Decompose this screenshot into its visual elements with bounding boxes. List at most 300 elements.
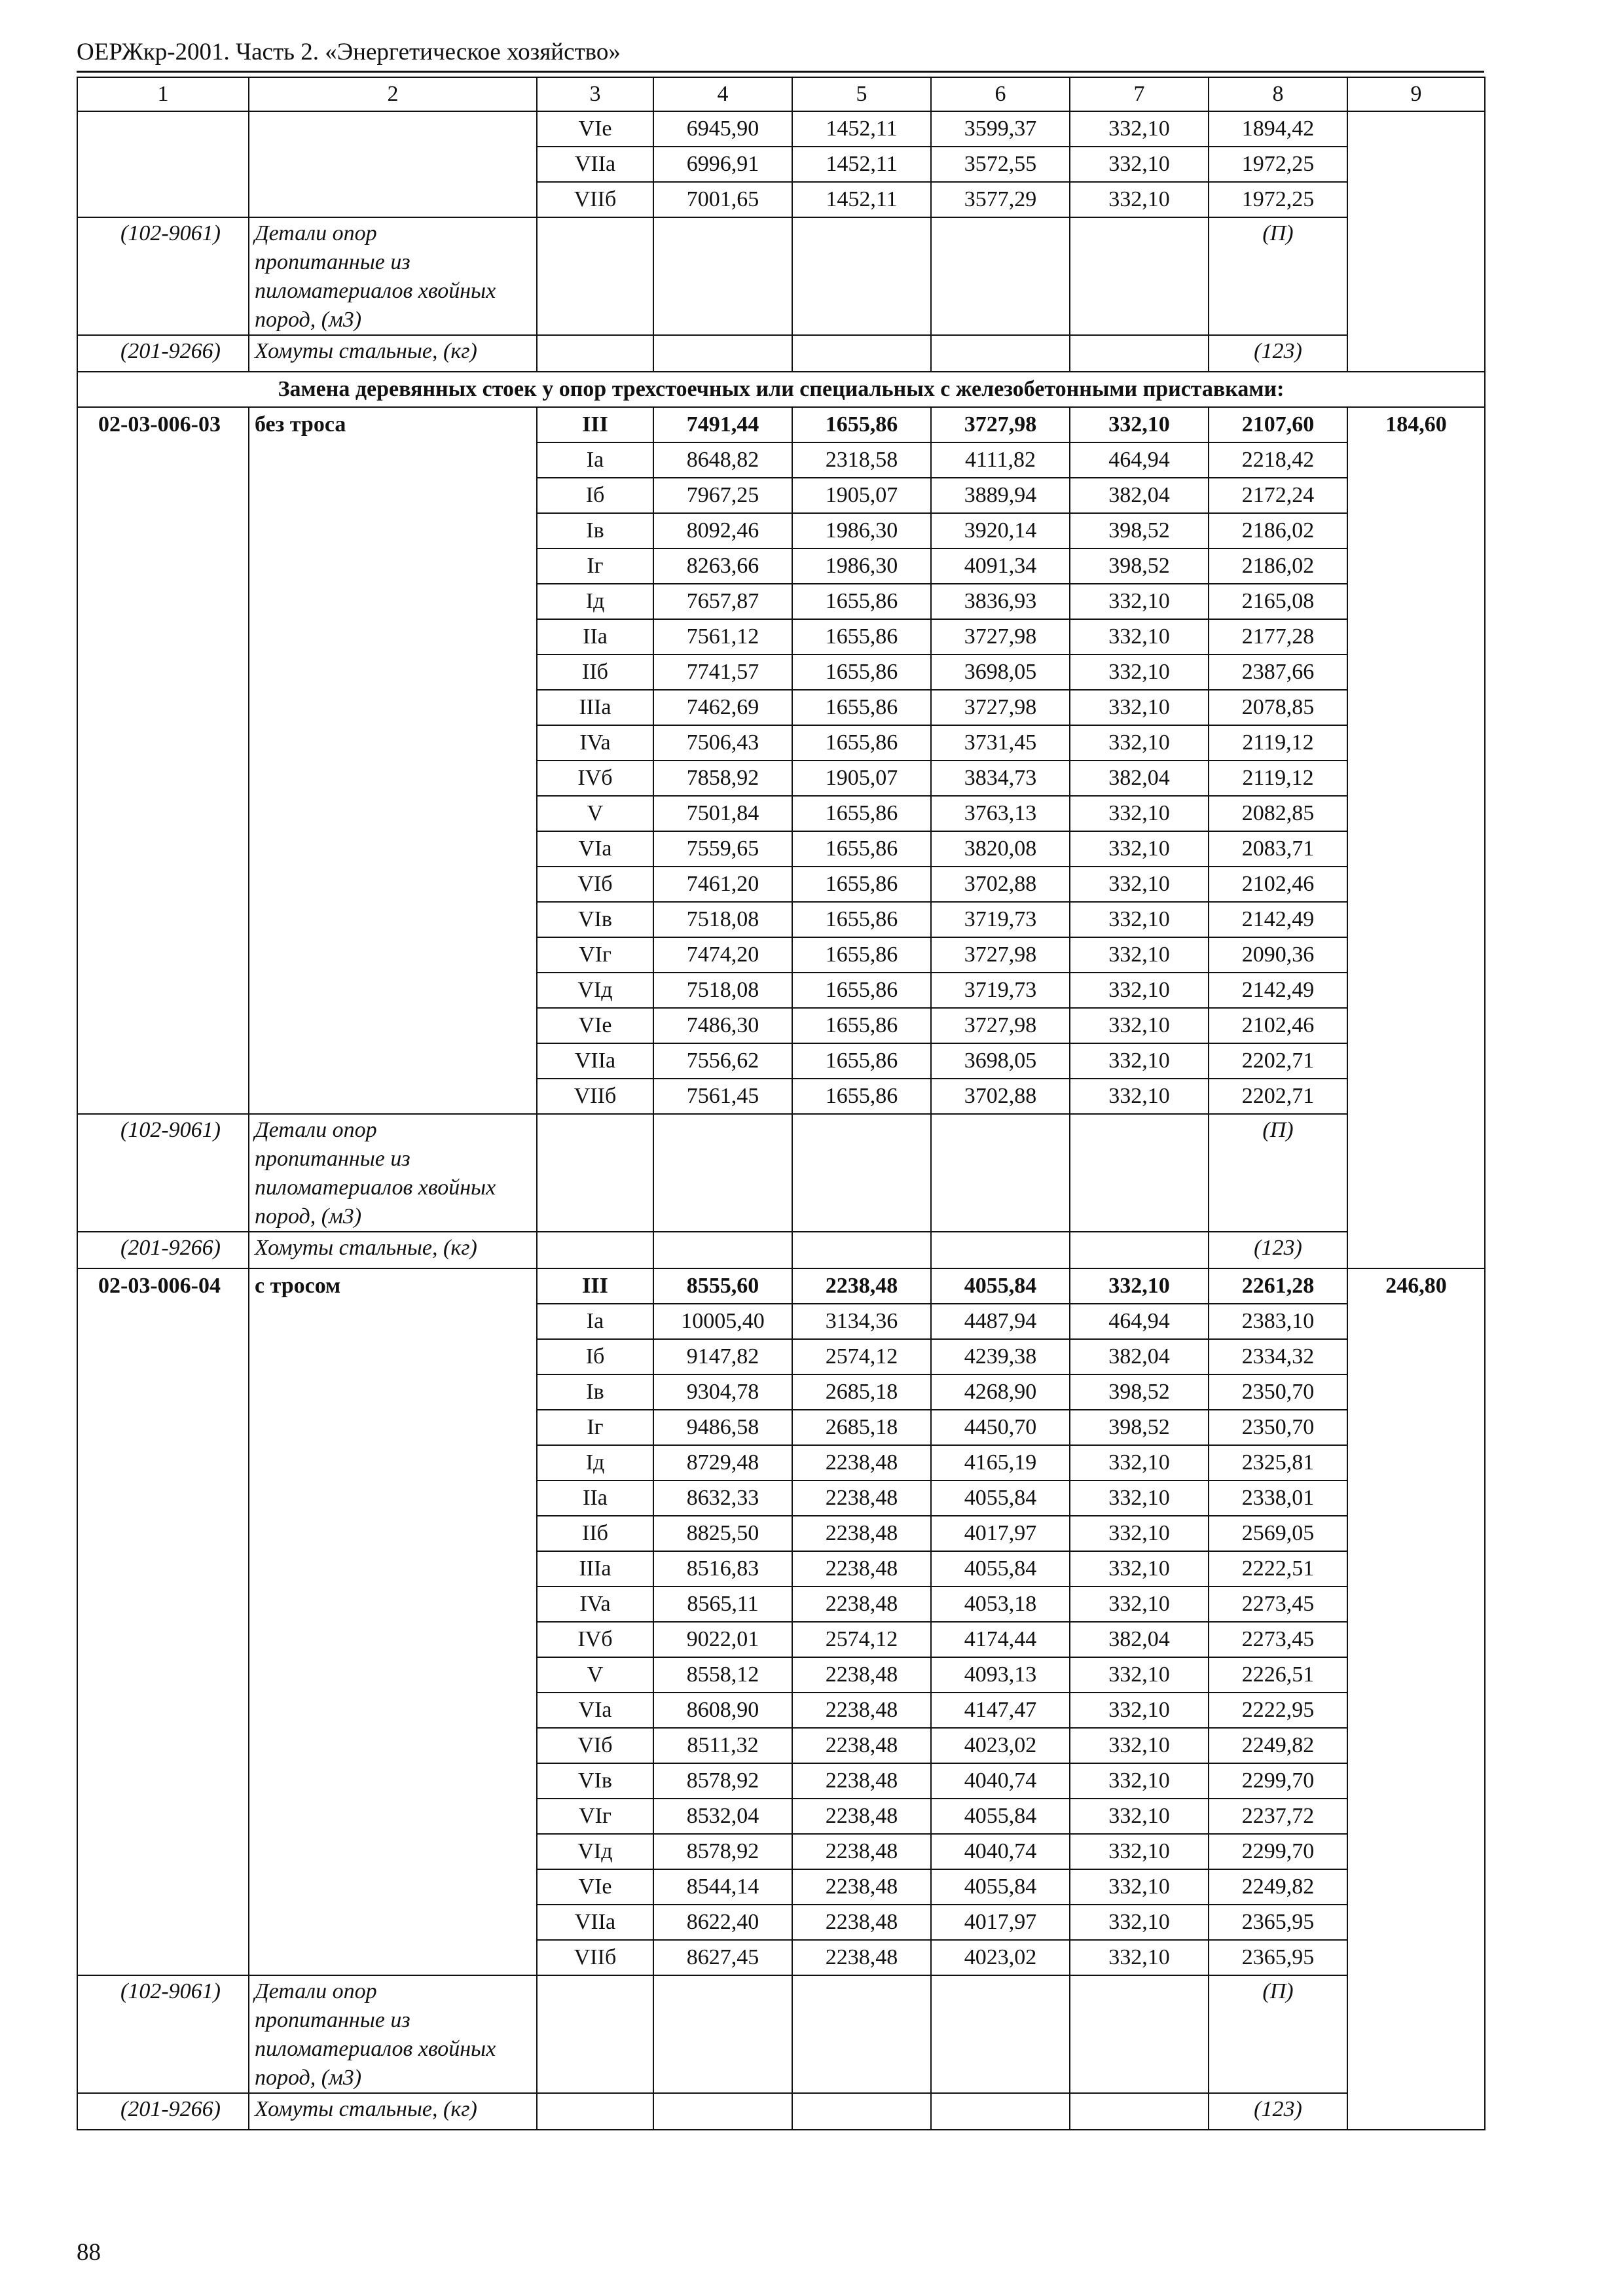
resource-code: (102-9061)	[77, 1114, 249, 1232]
value-cell: 4040,74	[931, 1834, 1070, 1869]
value-cell: 332,10	[1070, 867, 1209, 902]
value-cell: 332,10	[1070, 937, 1209, 973]
value-cell: 2238,48	[792, 1551, 931, 1587]
zone-cell: VIб	[537, 867, 653, 902]
value-cell: 332,10	[1070, 690, 1209, 725]
resource-name	[249, 1232, 537, 1268]
resource-name-line: Хомуты стальные, (кг)	[255, 2097, 477, 2121]
value-cell: 332,10	[1070, 182, 1209, 217]
column-number: 4	[653, 77, 792, 111]
zone-cell: VIб	[537, 1728, 653, 1763]
value-cell: 3727,98	[931, 1008, 1070, 1043]
empty-cell	[931, 1975, 1070, 2093]
empty-cell	[792, 2093, 931, 2130]
value-cell: 2177,28	[1209, 619, 1347, 655]
value-cell: 3731,45	[931, 725, 1070, 761]
rates-table	[77, 77, 1486, 2130]
value-cell: 7501,84	[653, 796, 792, 831]
resource-unit-mark: (П)	[1209, 1975, 1347, 2093]
value-cell: 332,10	[1070, 1043, 1209, 1079]
value-cell: 8825,50	[653, 1516, 792, 1551]
zone-cell: III	[537, 1268, 653, 1304]
column-numbers-row	[77, 77, 1485, 111]
value-cell: 7474,20	[653, 937, 792, 973]
zone-cell: VIa	[537, 831, 653, 867]
value-cell: 3698,05	[931, 1043, 1070, 1079]
zone-cell: IIб	[537, 1516, 653, 1551]
zone-cell: Iв	[537, 513, 653, 548]
value-cell: 1972,25	[1209, 182, 1347, 217]
value-cell: 3763,13	[931, 796, 1070, 831]
column-number: 9	[1347, 77, 1485, 111]
value-cell: 2238,48	[792, 1445, 931, 1480]
value-cell: 4111,82	[931, 442, 1070, 478]
value-cell: 1986,30	[792, 548, 931, 584]
value-cell: 7561,45	[653, 1079, 792, 1114]
value-cell: 2202,71	[1209, 1043, 1347, 1079]
value-cell: 8092,46	[653, 513, 792, 548]
value-cell: 4487,94	[931, 1304, 1070, 1339]
value-cell: 332,10	[1070, 1728, 1209, 1763]
resource-name-line: пород, (м3)	[255, 1204, 362, 1229]
value-cell: 398,52	[1070, 1374, 1209, 1410]
resource-name-line: Детали опор	[255, 1118, 377, 1142]
zone-cell: Ia	[537, 1304, 653, 1339]
value-cell: 4055,84	[931, 1869, 1070, 1905]
zone-cell: IVб	[537, 761, 653, 796]
rate-code	[77, 111, 249, 217]
value-cell: 332,10	[1070, 1551, 1209, 1587]
empty-cell	[537, 1975, 653, 2093]
value-cell: 4055,84	[931, 1268, 1070, 1304]
empty-cell	[931, 217, 1070, 335]
column-number: 3	[537, 77, 653, 111]
value-cell: 1972,25	[1209, 147, 1347, 182]
value-cell: 3134,36	[792, 1304, 931, 1339]
empty-cell	[792, 335, 931, 372]
empty-cell	[1070, 335, 1209, 372]
value-cell: 2299,70	[1209, 1834, 1347, 1869]
value-cell: 332,10	[1070, 1763, 1209, 1799]
empty-cell	[792, 217, 931, 335]
value-cell: 2387,66	[1209, 655, 1347, 690]
value-cell: 2142,49	[1209, 973, 1347, 1008]
value-cell: 1655,86	[792, 831, 931, 867]
empty-cell	[1070, 1232, 1209, 1268]
resource-unit-mark: (123)	[1209, 335, 1347, 372]
value-cell: 2226,51	[1209, 1657, 1347, 1693]
value-cell: 3727,98	[931, 937, 1070, 973]
value-cell: 382,04	[1070, 478, 1209, 513]
value-cell: 7741,57	[653, 655, 792, 690]
value-cell: 7461,20	[653, 867, 792, 902]
value-cell: 3698,05	[931, 655, 1070, 690]
page-number: 88	[77, 2239, 101, 2266]
value-cell: 8516,83	[653, 1551, 792, 1587]
value-cell: 3719,73	[931, 902, 1070, 937]
empty-cell	[653, 335, 792, 372]
value-cell: 1655,86	[792, 619, 931, 655]
resource-unit-mark: (П)	[1209, 1114, 1347, 1232]
value-cell: 2172,24	[1209, 478, 1347, 513]
empty-cell	[931, 1114, 1070, 1232]
value-cell: 2273,45	[1209, 1587, 1347, 1622]
resource-name-line: пропитанные из	[255, 1147, 410, 1171]
value-cell: 1986,30	[792, 513, 931, 548]
value-cell: 2299,70	[1209, 1763, 1347, 1799]
value-cell: 2318,58	[792, 442, 931, 478]
resource-name	[249, 2093, 537, 2130]
value-cell: 2238,48	[792, 1657, 931, 1693]
value-cell: 2685,18	[792, 1374, 931, 1410]
value-cell: 332,10	[1070, 1799, 1209, 1834]
value-cell: 332,10	[1070, 1657, 1209, 1693]
value-cell: 2238,48	[792, 1728, 931, 1763]
zone-cell: IIб	[537, 655, 653, 690]
value-cell: 2238,48	[792, 1268, 931, 1304]
value-cell: 332,10	[1070, 1480, 1209, 1516]
value-cell: 7518,08	[653, 973, 792, 1008]
value-cell: 332,10	[1070, 655, 1209, 690]
resource-unit-mark: (123)	[1209, 1232, 1347, 1268]
column-number: 5	[792, 77, 931, 111]
resource-name-line: пород, (м3)	[255, 308, 362, 332]
value-cell: 2238,48	[792, 1905, 931, 1940]
total-cell: 184,60	[1347, 407, 1485, 1268]
zone-cell: IVa	[537, 1587, 653, 1622]
value-cell: 7486,30	[653, 1008, 792, 1043]
value-cell: 2238,48	[792, 1834, 931, 1869]
value-cell: 2238,48	[792, 1763, 931, 1799]
value-cell: 332,10	[1070, 1008, 1209, 1043]
resource-note-row	[77, 1114, 1485, 1232]
value-cell: 2222,95	[1209, 1693, 1347, 1728]
resource-name	[249, 1114, 537, 1232]
value-cell: 332,10	[1070, 831, 1209, 867]
value-cell: 2273,45	[1209, 1622, 1347, 1657]
zone-cell: Iд	[537, 1445, 653, 1480]
value-cell: 1452,11	[792, 182, 931, 217]
zone-cell: VIIa	[537, 1905, 653, 1940]
resource-note-row	[77, 217, 1485, 335]
value-cell: 332,10	[1070, 1869, 1209, 1905]
empty-cell	[653, 1114, 792, 1232]
value-cell: 2238,48	[792, 1940, 931, 1975]
value-cell: 3719,73	[931, 973, 1070, 1008]
resource-name-line: Хомуты стальные, (кг)	[255, 1236, 477, 1260]
value-cell: 2102,46	[1209, 1008, 1347, 1043]
resource-code: (201-9266)	[77, 2093, 249, 2130]
value-cell: 7657,87	[653, 584, 792, 619]
value-cell: 2238,48	[792, 1516, 931, 1551]
value-cell: 332,10	[1070, 584, 1209, 619]
value-cell: 332,10	[1070, 1940, 1209, 1975]
total-cell: 246,80	[1347, 1268, 1485, 2130]
value-cell: 4147,47	[931, 1693, 1070, 1728]
zone-cell: IVб	[537, 1622, 653, 1657]
value-cell: 7556,62	[653, 1043, 792, 1079]
value-cell: 8648,82	[653, 442, 792, 478]
zone-cell: Iд	[537, 584, 653, 619]
value-cell: 8555,60	[653, 1268, 792, 1304]
value-cell: 3834,73	[931, 761, 1070, 796]
value-cell: 2569,05	[1209, 1516, 1347, 1551]
value-cell: 8511,32	[653, 1728, 792, 1763]
zone-cell: VIe	[537, 1008, 653, 1043]
zone-cell: IIIa	[537, 690, 653, 725]
value-cell: 9022,01	[653, 1622, 792, 1657]
column-number: 8	[1209, 77, 1347, 111]
value-cell: 9147,82	[653, 1339, 792, 1374]
resource-name	[249, 335, 537, 372]
column-number: 6	[931, 77, 1070, 111]
value-cell: 7001,65	[653, 182, 792, 217]
value-cell: 1655,86	[792, 655, 931, 690]
value-cell: 8627,45	[653, 1940, 792, 1975]
value-cell: 2350,70	[1209, 1374, 1347, 1410]
value-cell: 332,10	[1070, 973, 1209, 1008]
value-cell: 3702,88	[931, 1079, 1070, 1114]
resource-name-line: пород, (м3)	[255, 2066, 362, 2090]
column-number: 2	[249, 77, 537, 111]
value-cell: 1452,11	[792, 111, 931, 147]
value-cell: 4091,34	[931, 548, 1070, 584]
value-cell: 382,04	[1070, 1339, 1209, 1374]
value-cell: 1905,07	[792, 761, 931, 796]
resource-name-line: пиломатериалов хвойных	[255, 1175, 496, 1200]
value-cell: 2107,60	[1209, 407, 1347, 442]
value-cell: 9304,78	[653, 1374, 792, 1410]
zone-cell: VIIa	[537, 1043, 653, 1079]
empty-cell	[1070, 1114, 1209, 1232]
value-cell: 3577,29	[931, 182, 1070, 217]
value-cell: 4174,44	[931, 1622, 1070, 1657]
value-cell: 1655,86	[792, 584, 931, 619]
value-cell: 3820,08	[931, 831, 1070, 867]
value-cell: 2165,08	[1209, 584, 1347, 619]
value-cell: 8565,11	[653, 1587, 792, 1622]
value-cell: 464,94	[1070, 1304, 1209, 1339]
value-cell: 4023,02	[931, 1940, 1070, 1975]
value-cell: 1655,86	[792, 690, 931, 725]
empty-cell	[792, 1975, 931, 2093]
value-cell: 2338,01	[1209, 1480, 1347, 1516]
empty-cell	[653, 217, 792, 335]
value-cell: 398,52	[1070, 513, 1209, 548]
value-cell: 4055,84	[931, 1799, 1070, 1834]
resource-name-line: Хомуты стальные, (кг)	[255, 339, 477, 363]
value-cell: 332,10	[1070, 796, 1209, 831]
zone-cell: Ia	[537, 442, 653, 478]
value-cell: 2383,10	[1209, 1304, 1347, 1339]
value-cell: 8578,92	[653, 1834, 792, 1869]
value-cell: 2685,18	[792, 1410, 931, 1445]
value-cell: 7518,08	[653, 902, 792, 937]
empty-cell	[537, 335, 653, 372]
value-cell: 1655,86	[792, 973, 931, 1008]
zone-cell: V	[537, 796, 653, 831]
empty-cell	[1070, 1975, 1209, 2093]
zone-cell: Iг	[537, 1410, 653, 1445]
empty-cell	[792, 1232, 931, 1268]
value-cell: 2325,81	[1209, 1445, 1347, 1480]
zone-cell: VIe	[537, 111, 653, 147]
table-row	[77, 407, 1485, 442]
section-row	[77, 372, 1485, 407]
value-cell: 332,10	[1070, 1445, 1209, 1480]
value-cell: 3836,93	[931, 584, 1070, 619]
resource-note-row	[77, 1232, 1485, 1268]
empty-cell	[653, 1232, 792, 1268]
value-cell: 1655,86	[792, 407, 931, 442]
value-cell: 2574,12	[792, 1622, 931, 1657]
zone-cell: III	[537, 407, 653, 442]
value-cell: 2119,12	[1209, 761, 1347, 796]
value-cell: 8622,40	[653, 1905, 792, 1940]
value-cell: 2249,82	[1209, 1728, 1347, 1763]
zone-cell: VIIб	[537, 1079, 653, 1114]
value-cell: 398,52	[1070, 1410, 1209, 1445]
zone-cell: IIa	[537, 1480, 653, 1516]
value-cell: 7462,69	[653, 690, 792, 725]
zone-cell: V	[537, 1657, 653, 1693]
resource-code: (201-9266)	[77, 1232, 249, 1268]
empty-cell	[537, 217, 653, 335]
value-cell: 3702,88	[931, 867, 1070, 902]
value-cell: 2083,71	[1209, 831, 1347, 867]
value-cell: 332,10	[1070, 619, 1209, 655]
value-cell: 7967,25	[653, 478, 792, 513]
value-cell: 332,10	[1070, 1693, 1209, 1728]
value-cell: 332,10	[1070, 1079, 1209, 1114]
value-cell: 4450,70	[931, 1410, 1070, 1445]
value-cell: 3572,55	[931, 147, 1070, 182]
value-cell: 1655,86	[792, 796, 931, 831]
value-cell: 2186,02	[1209, 513, 1347, 548]
value-cell: 1655,86	[792, 1079, 931, 1114]
value-cell: 4268,90	[931, 1374, 1070, 1410]
resource-name-line: пиломатериалов хвойных	[255, 279, 496, 303]
value-cell: 332,10	[1070, 1587, 1209, 1622]
value-cell: 4055,84	[931, 1480, 1070, 1516]
value-cell: 332,10	[1070, 725, 1209, 761]
zone-cell: IVa	[537, 725, 653, 761]
value-cell: 2365,95	[1209, 1940, 1347, 1975]
value-cell: 2186,02	[1209, 548, 1347, 584]
value-cell: 1452,11	[792, 147, 931, 182]
value-cell: 1905,07	[792, 478, 931, 513]
empty-cell	[653, 2093, 792, 2130]
value-cell: 3727,98	[931, 619, 1070, 655]
value-cell: 332,10	[1070, 1905, 1209, 1940]
section-title: Замена деревянных стоек у опор трехстоечных или специальных с железобетонными приставками:	[77, 372, 1485, 407]
value-cell: 2218,42	[1209, 442, 1347, 478]
value-cell: 2222,51	[1209, 1551, 1347, 1587]
value-cell: 2119,12	[1209, 725, 1347, 761]
value-cell: 1655,86	[792, 902, 931, 937]
empty-cell	[537, 1114, 653, 1232]
work-name	[249, 111, 537, 217]
zone-cell: IIIa	[537, 1551, 653, 1587]
value-cell: 398,52	[1070, 548, 1209, 584]
resource-code: (201-9266)	[77, 335, 249, 372]
empty-cell	[931, 1232, 1070, 1268]
resource-name	[249, 1975, 537, 2093]
value-cell: 3920,14	[931, 513, 1070, 548]
value-cell: 4165,19	[931, 1445, 1070, 1480]
resource-name-line: пиломатериалов хвойных	[255, 2037, 496, 2061]
value-cell: 1655,86	[792, 867, 931, 902]
zone-cell: VIд	[537, 973, 653, 1008]
value-cell: 7506,43	[653, 725, 792, 761]
zone-cell: Iв	[537, 1374, 653, 1410]
value-cell: 332,10	[1070, 407, 1209, 442]
value-cell: 2350,70	[1209, 1410, 1347, 1445]
value-cell: 8729,48	[653, 1445, 792, 1480]
value-cell: 9486,58	[653, 1410, 792, 1445]
value-cell: 1655,86	[792, 1008, 931, 1043]
zone-cell: Iб	[537, 478, 653, 513]
zone-cell: VIe	[537, 1869, 653, 1905]
value-cell: 7559,65	[653, 831, 792, 867]
header-rule	[77, 71, 1484, 73]
value-cell: 8558,12	[653, 1657, 792, 1693]
value-cell: 4017,97	[931, 1516, 1070, 1551]
zone-cell: VIг	[537, 937, 653, 973]
table-row	[77, 111, 1485, 147]
value-cell: 4239,38	[931, 1339, 1070, 1374]
zone-cell: Iб	[537, 1339, 653, 1374]
value-cell: 332,10	[1070, 902, 1209, 937]
value-cell: 7561,12	[653, 619, 792, 655]
value-cell: 2238,48	[792, 1587, 931, 1622]
total-cell	[1347, 111, 1485, 372]
zone-cell: VIIб	[537, 182, 653, 217]
value-cell: 2261,28	[1209, 1268, 1347, 1304]
rate-code: 02-03-006-04	[77, 1268, 249, 1975]
resource-name-line: пропитанные из	[255, 2008, 410, 2032]
zone-cell: VIд	[537, 1834, 653, 1869]
value-cell: 2082,85	[1209, 796, 1347, 831]
value-cell: 1655,86	[792, 937, 931, 973]
zone-cell: IIa	[537, 619, 653, 655]
empty-cell	[1070, 2093, 1209, 2130]
empty-cell	[931, 2093, 1070, 2130]
value-cell: 3727,98	[931, 407, 1070, 442]
resource-unit-mark: (П)	[1209, 217, 1347, 335]
value-cell: 2238,48	[792, 1869, 931, 1905]
resource-note-row	[77, 335, 1485, 372]
zone-cell: VIIб	[537, 1940, 653, 1975]
value-cell: 8632,33	[653, 1480, 792, 1516]
resource-name-line: Детали опор	[255, 1979, 377, 2003]
zone-cell: VIIa	[537, 147, 653, 182]
value-cell: 332,10	[1070, 1268, 1209, 1304]
zone-cell: VIв	[537, 1763, 653, 1799]
column-number: 1	[77, 77, 249, 111]
empty-cell	[537, 2093, 653, 2130]
zone-cell: Iг	[537, 548, 653, 584]
value-cell: 2574,12	[792, 1339, 931, 1374]
value-cell: 1655,86	[792, 1043, 931, 1079]
resource-note-row	[77, 1975, 1485, 2093]
value-cell: 2365,95	[1209, 1905, 1347, 1940]
page-header: ОЕРЖкр-2001. Часть 2. «Энергетическое хозяйство»	[77, 39, 621, 65]
value-cell: 2102,46	[1209, 867, 1347, 902]
rate-code: 02-03-006-03	[77, 407, 249, 1114]
value-cell: 6996,91	[653, 147, 792, 182]
resource-code: (102-9061)	[77, 217, 249, 335]
